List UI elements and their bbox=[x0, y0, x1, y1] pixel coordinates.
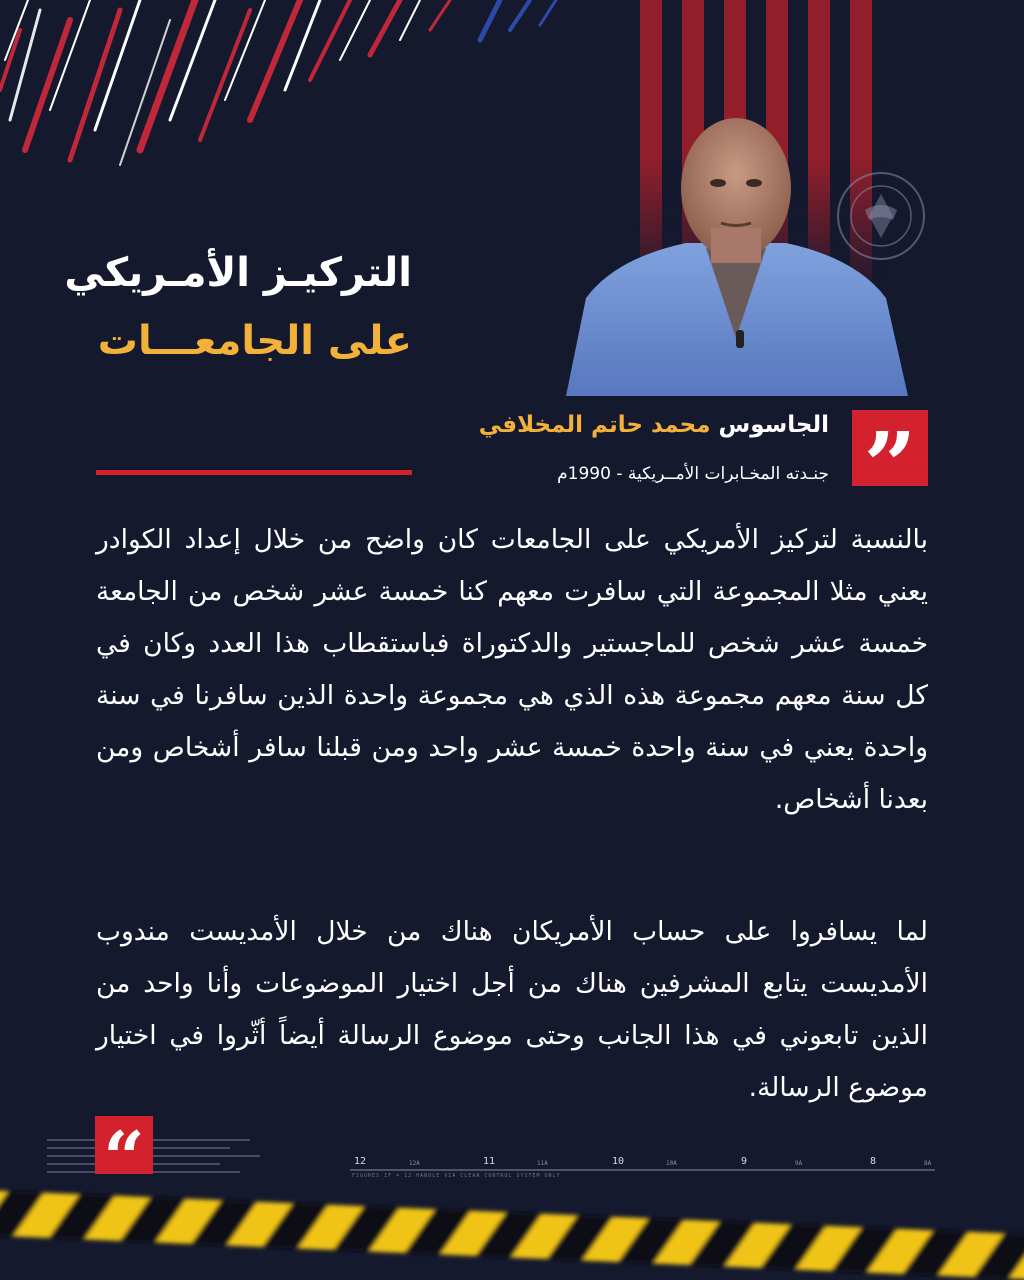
headline-line2: على الجامعـــات bbox=[97, 318, 412, 364]
speaker-subtitle: جنـدته المخـابرات الأمــريكية - 1990م bbox=[557, 464, 829, 484]
speaker-prefix: الجاسوس bbox=[718, 412, 829, 438]
ruler-label: 12A bbox=[409, 1160, 420, 1167]
ruler-label: 10A bbox=[666, 1160, 677, 1167]
ruler-label: 10 bbox=[612, 1156, 625, 1167]
quote-paragraph-1: بالنسبة لتركيز الأمريكي على الجامعات كان واضح من خلال إعداد الكوادر يعني مثلا المجموعة التي سافرت معهم كنا خمسة عشر شخص من الجامعة خمسة عشر شخص للماجستير والدكتوراة فباستقطاب هذا العدد وكان في كل سنة معهم مجموعة هذه الذي هي مجموعة واحدة الذين سافرنا في سنة واحدة يعني في سنة واحدة خمسة عشر واحد ومن قبلنا سافر أشخاص ومن بعدنا أشخاص. bbox=[96, 524, 928, 815]
speaker-name bbox=[479, 412, 829, 438]
ruler-label: 11A bbox=[537, 1160, 548, 1167]
ruler-label: 11 bbox=[483, 1156, 496, 1167]
close-quote-icon: “ bbox=[95, 1116, 153, 1174]
accent-rule bbox=[96, 470, 412, 475]
ruler-label: 12 bbox=[354, 1156, 367, 1167]
open-quote-icon: ” bbox=[852, 410, 928, 486]
deco-lines bbox=[47, 1140, 260, 1172]
ruler-label: 9A bbox=[795, 1160, 803, 1167]
brush-strokes bbox=[0, 0, 556, 165]
cia-seal-icon bbox=[835, 170, 927, 262]
ruler-caption: FIGURES IF = 12 HANDLE VIA CLEAN CONTROL SYSTEM ONLY bbox=[352, 1173, 561, 1179]
quote-paragraph-2: لما يسافروا على حساب الأمريكان هناك من خلال الأمديست مندوب الأمديست يتابع المشرفين هناك من أجل اختيار الموضوعات وأنا واحد من الذين تابعوني في هذا الجانب وحتى موضوع الرسالة أيضاً أثّروا في اختيار موضوع الرسالة. bbox=[96, 916, 928, 1103]
ruler-label: 9 bbox=[741, 1156, 748, 1167]
ruler-label: 8 bbox=[870, 1156, 877, 1167]
ruler-label: 8A bbox=[924, 1160, 932, 1167]
speaker-full-name: محمد حاتم المخلافي bbox=[478, 412, 711, 438]
hazard-tape bbox=[0, 1190, 1024, 1280]
headline-line1: التركيـز الأمـريكي bbox=[64, 250, 412, 296]
